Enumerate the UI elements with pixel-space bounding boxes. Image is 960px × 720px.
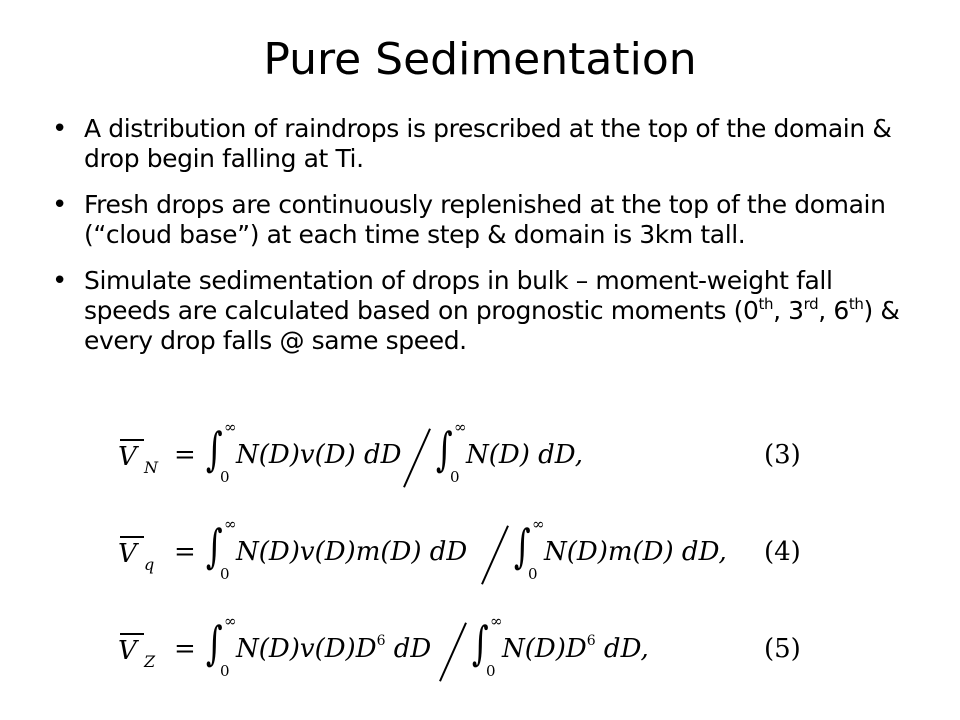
upper-limit: ∞ [454, 418, 467, 436]
bullet-text: Fresh drops are continuously replenished at the top of the domain (“cloud base”) at each time step & domain is 3km tall. [84, 190, 886, 249]
overbar [120, 633, 144, 635]
upper-limit: ∞ [224, 515, 237, 533]
overbar [120, 536, 144, 538]
mean-velocity-symbol: V N [118, 434, 164, 482]
fraction-slash [481, 525, 509, 584]
lower-limit: 0 [220, 662, 230, 680]
integral-sign: ∫ [514, 519, 531, 573]
upper-limit: ∞ [490, 612, 503, 630]
bullet-list [50, 114, 916, 372]
integral-sign: ∫ [436, 422, 453, 476]
lower-limit: 0 [220, 565, 230, 583]
bullet-item [50, 266, 916, 356]
numerator: N(D)v(D) dD [236, 440, 402, 470]
upper-limit: ∞ [224, 612, 237, 630]
upper-limit: ∞ [532, 515, 545, 533]
bullet-dot-icon: • [52, 190, 67, 220]
equation-number: (4) [764, 537, 801, 567]
bullet-dot-icon: • [52, 266, 67, 296]
upper-limit: ∞ [224, 418, 237, 436]
superscript: th [758, 295, 774, 313]
bullet-item [50, 114, 916, 174]
denominator: N(D)m(D) dD, [544, 537, 727, 567]
overbar [120, 439, 144, 441]
equation-4: V q = ∫ ∞ 0 N(D)v(D)m(D) dD ∫ ∞ 0 N(D)m(D) dD, (4) [118, 515, 801, 583]
bullet-dot-icon: • [52, 114, 67, 144]
superscript: rd [803, 295, 819, 313]
lower-limit: 0 [450, 468, 460, 486]
denominator: $N(D)D^6$ dD, [502, 633, 649, 664]
denominator: N(D) dD, [466, 440, 583, 470]
integral-sign: ∫ [206, 519, 223, 573]
lower-limit: 0 [220, 468, 230, 486]
mean-velocity-symbol: V Z [118, 628, 164, 676]
lower-limit: 0 [486, 662, 496, 680]
integral-sign: ∫ [206, 616, 223, 670]
fraction-slash [439, 622, 467, 681]
bullet-text: Simulate sedimentation of drops in bulk – moment-weight fall speeds are calculated based on prognostic moments (0th, 3rd, 6th) & every drop falls @ same speed. [84, 266, 900, 355]
slide-title: Pure Sedimentation [263, 34, 697, 85]
integral-sign: ∫ [472, 616, 489, 670]
equation-3: V N = ∫ ∞ 0 N(D)v(D) dD ∫ ∞ 0 N(D) dD, (3) [118, 418, 801, 486]
lower-limit: 0 [528, 565, 538, 583]
bullet-item [50, 190, 916, 250]
numerator: N(D)v(D)m(D) dD [236, 537, 468, 567]
mean-velocity-symbol: V q [118, 531, 164, 579]
equation-5: V Z = ∫ ∞ 0 $N(D)v(D)D^6$ dD ∫ ∞ 0 $N(D)D^6$ dD, (5) [118, 612, 801, 680]
fraction-slash [403, 428, 431, 487]
equation-number: (3) [764, 440, 801, 470]
numerator: $N(D)v(D)D^6$ dD [236, 633, 432, 664]
superscript: th [848, 295, 864, 313]
bullet-text: A distribution of raindrops is prescribed at the top of the domain & drop begin falling at Ti. [84, 114, 892, 173]
integral-sign: ∫ [206, 422, 223, 476]
equation-number: (5) [764, 634, 801, 664]
